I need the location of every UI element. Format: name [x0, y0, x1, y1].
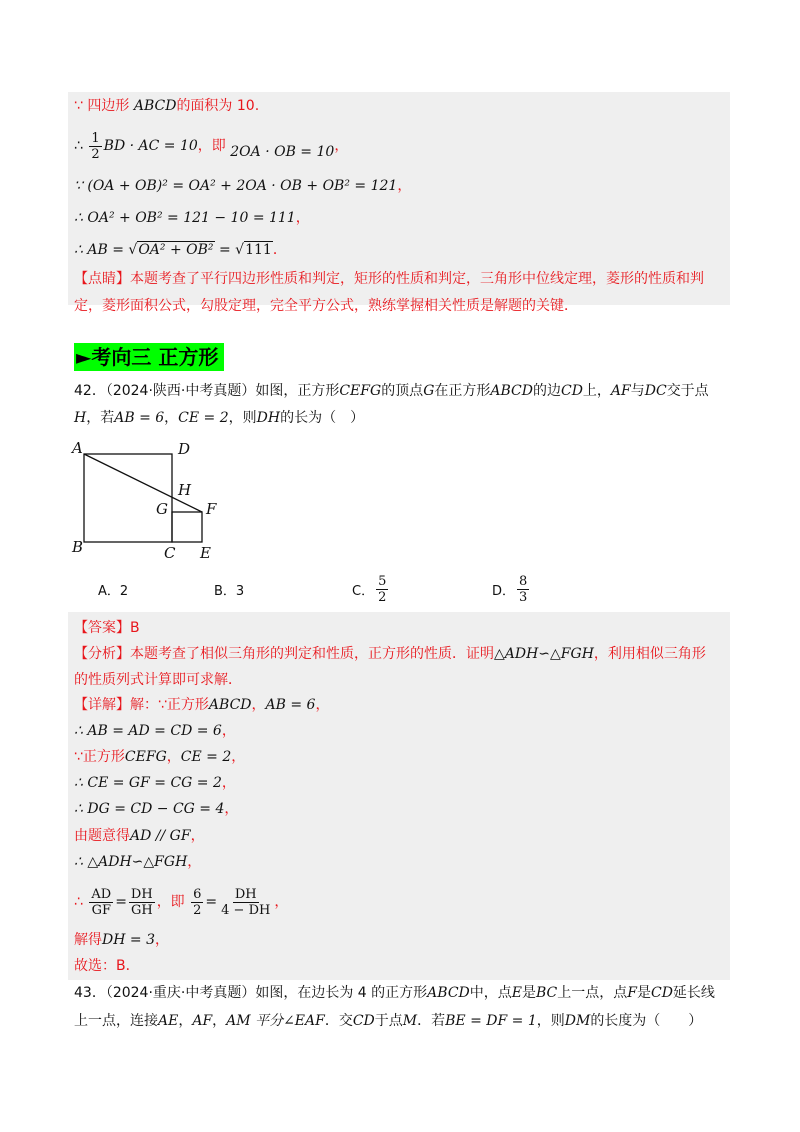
option-b[interactable]: B．3 — [214, 583, 245, 599]
solution-line-3: ∵ (OA + OB)² = OA² + 2OA · OB + OB² = 121， — [74, 178, 412, 194]
answer: 【答案】B — [74, 620, 140, 636]
q43-stem-line-1: 43．（2024·重庆·中考真题）如图，在边长为 4 的正方形ABCD中，点E是BC上一点，点F是CD延长线 — [74, 985, 715, 1001]
analysis-line-2: 的性质列式计算即可求解． — [74, 672, 242, 688]
dianjing-note: 【点睛】本题考查了平行四边形性质和判定，矩形的性质和判定，三角形中位线定理，菱形的性质和判定，菱形面积公式，勾股定理，完全平方公式，熟练掌握相关性质是解题的关键． — [74, 271, 704, 314]
q42-stem: 42．（2024·陕西·中考真题）如图，正方形CEFG的顶点G在正方形ABCD的边CD上，AF与DC交于点H，若AB = 6，CE = 2，则DH的长为（ ） — [74, 383, 709, 426]
section-heading: ►考向三 正方形 — [74, 343, 224, 371]
option-c[interactable]: C． $\frac{5}{2}$ — [352, 573, 387, 605]
detail-line-9: 解得DH = 3， — [74, 932, 169, 948]
label-f: F — [206, 500, 217, 518]
solution-line-4: ∴ OA² + OB² = 121 − 10 = 111， — [74, 210, 310, 226]
answer-solution-block — [68, 612, 730, 980]
label-a: A — [72, 439, 83, 457]
detail-line-5: ∴ DG = CD − CG = 4， — [74, 801, 239, 817]
option-d[interactable]: D． $\frac{8}{3}$ — [492, 573, 528, 605]
solution-line-1: ∵ 四边形 ABCD的面积为 10. — [74, 98, 260, 114]
analysis-line-1: 【分析】本题考查了相似三角形的判定和性质，正方形的性质．证明△ADH∽△FGH，利用相似三角形 — [74, 646, 706, 662]
label-b: B — [72, 538, 84, 556]
detail-line-10: 故选：B． — [74, 958, 140, 974]
detail-line-8: ∴ $\frac{AD}{GF}$ = $\frac{DH}{GH}$ ，即 $\frac{6}{2}$ = $\frac{DH}{4 - DH}$ ， — [74, 886, 289, 918]
q42-figure — [60, 432, 230, 567]
detail-line-1: 【详解】解：∵正方形ABCD，AB = 6， — [74, 697, 330, 713]
solution-line-2: ∴ $\frac{1}{2}$ BD · AC = 10，即 2OA · OB = 10， — [74, 130, 349, 162]
square-cefg — [172, 512, 202, 542]
label-e: E — [200, 544, 211, 562]
detail-line-2: ∴ AB = AD = CD = 6， — [74, 723, 236, 739]
label-g: G — [156, 500, 168, 518]
q43-stem-line-2: 上一点，连接AE，AF，AM 平分∠EAF．交CD于点M．若BE = DF = 1，则DM的长度为（ ） — [74, 1013, 703, 1029]
detail-line-4: ∴ CE = GF = CG = 2， — [74, 775, 236, 791]
half-fraction: $\frac{1}{2}$ — [91, 130, 100, 162]
detail-line-7: ∴ △ADH∽△FGH， — [74, 854, 202, 870]
option-a[interactable]: A．2 — [98, 583, 129, 599]
label-d: D — [178, 440, 191, 458]
detail-line-6: 由题意得AD // GF， — [74, 828, 205, 844]
label-h: H — [178, 481, 192, 499]
solution-line-5: ∴ AB = √OA² + OB² = √111． — [74, 242, 287, 258]
square-abcd — [84, 454, 172, 542]
label-c: C — [164, 544, 176, 562]
detail-line-3: ∵正方形CEFG，CE = 2， — [74, 749, 246, 765]
